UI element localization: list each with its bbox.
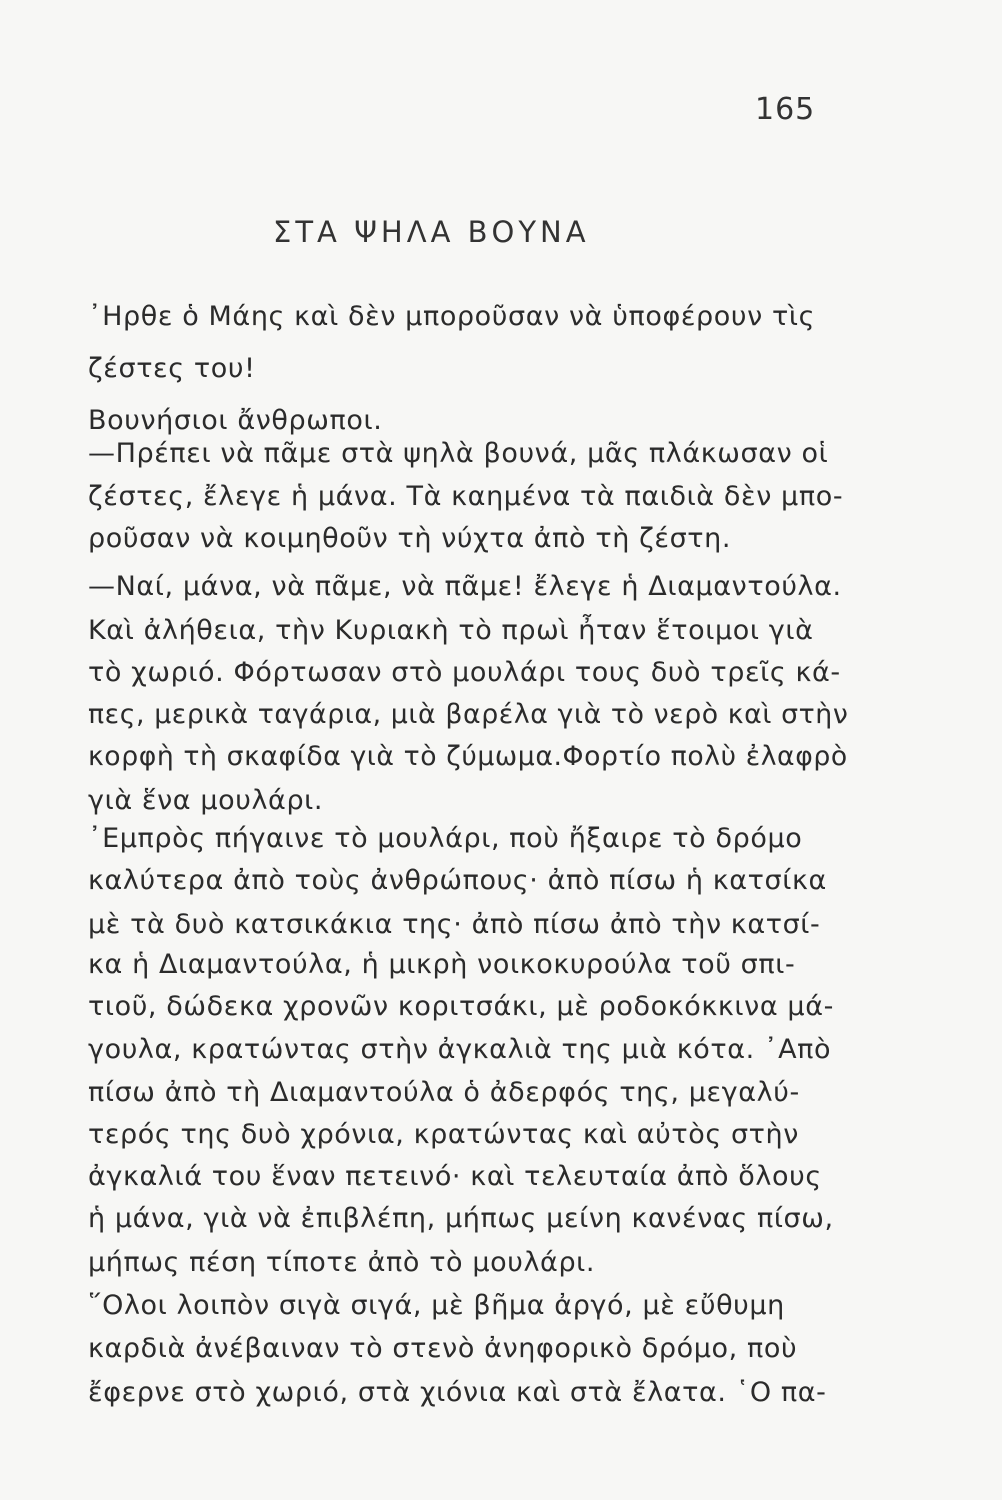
text-line: μὲ τὰ δυὸ κατσικάκια της· ἀπὸ πίσω ἀπὸ τὴν κατσί-	[88, 909, 821, 940]
text-line: πίσω ἀπὸ τὴ Διαμαντούλα ὁ ἀδερφός της, μεγαλύ-	[88, 1077, 800, 1108]
chapter-title: ΣΤΑ ΨΗΛΑ ΒΟΥΝΑ	[273, 215, 590, 249]
text-line: ἔφερνε στὸ χωριό, στὰ χιόνια καὶ στὰ ἔλατα. ῾Ο πα-	[88, 1377, 827, 1408]
text-line: ῞Ολοι λοιπὸν σιγὰ σιγά, μὲ βῆμα ἀργό, μὲ εὔθυμη	[88, 1290, 785, 1321]
text-line: γιὰ ἕνα μουλάρι.	[88, 785, 324, 816]
text-line: κα ἡ Διαμαντούλα, ἡ μικρὴ νοικοκυρούλα τοῦ σπι-	[88, 949, 796, 980]
text-line: Καὶ ἀλήθεια, τὴν Κυριακὴ τὸ πρωὶ ἦταν ἕτοιμοι γιὰ	[88, 615, 814, 646]
text-line: ζέστες, ἔλεγε ἡ μάνα. Τὰ καημένα τὰ παιδιὰ δὲν μπο-	[88, 481, 844, 512]
text-line: —Πρέπει νὰ πᾶμε στὰ ψηλὰ βουνά, μᾶς πλάκωσαν οἱ	[88, 438, 829, 469]
text-line: ροῦσαν νὰ κοιμηθοῦν τὴ νύχτα ἀπὸ τὴ ζέστη.	[88, 523, 732, 554]
text-line: ᾿Εμπρὸς πήγαινε τὸ μουλάρι, ποὺ ἤξαιρε τὸ δρόμο	[88, 823, 803, 854]
text-line: καρδιὰ ἀνέβαιναν τὸ στενὸ ἀνηφορικὸ δρόμο, ποὺ	[88, 1333, 798, 1364]
text-line: —Ναί, μάνα, νὰ πᾶμε, νὰ πᾶμε! ἔλεγε ἡ Διαμαντούλα.	[88, 571, 842, 602]
text-line: ἡ μάνα, γιὰ νὰ ἐπιβλέπη, μήπως μείνη κανένας πίσω,	[88, 1203, 834, 1234]
text-line: ᾿Ηρθε ὁ Μάης καὶ δὲν μποροῦσαν νὰ ὑποφέρουν τὶς	[88, 301, 816, 332]
text-line: Βουνήσιοι ἄνθρωποι.	[88, 405, 383, 436]
text-line: μήπως πέση τίποτε ἀπὸ τὸ μουλάρι.	[88, 1247, 596, 1278]
text-line: πες, μερικὰ ταγάρια, μιὰ βαρέλα γιὰ τὸ νερὸ καὶ στὴν	[88, 699, 849, 730]
text-line: τιοῦ, δώδεκα χρονῶν κοριτσάκι, μὲ ροδοκόκκινα μά-	[88, 991, 834, 1022]
text-line: καλύτερα ἀπὸ τοὺς ἀνθρώπους· ἀπὸ πίσω ἡ κατσίκα	[88, 865, 827, 896]
text-line: ἀγκαλιά του ἕναν πετεινό· καὶ τελευταία ἀπὸ ὅλους	[88, 1161, 822, 1192]
text-line: κορφὴ τὴ σκαφίδα γιὰ τὸ ζύμωμα.Φορτίο πολὺ ἐλαφρὸ	[88, 741, 848, 772]
text-line: τερός της δυὸ χρόνια, κρατώντας καὶ αὐτὸς στὴν	[88, 1119, 799, 1150]
text-line: ζέστες του!	[88, 353, 256, 384]
page-number: 165	[755, 92, 816, 127]
text-line: τὸ χωριό. Φόρτωσαν στὸ μουλάρι τους δυὸ τρεῖς κά-	[88, 657, 841, 688]
text-line: γουλα, κρατώντας στὴν ἀγκαλιὰ της μιὰ κότα. ᾿Απὸ	[88, 1034, 832, 1065]
